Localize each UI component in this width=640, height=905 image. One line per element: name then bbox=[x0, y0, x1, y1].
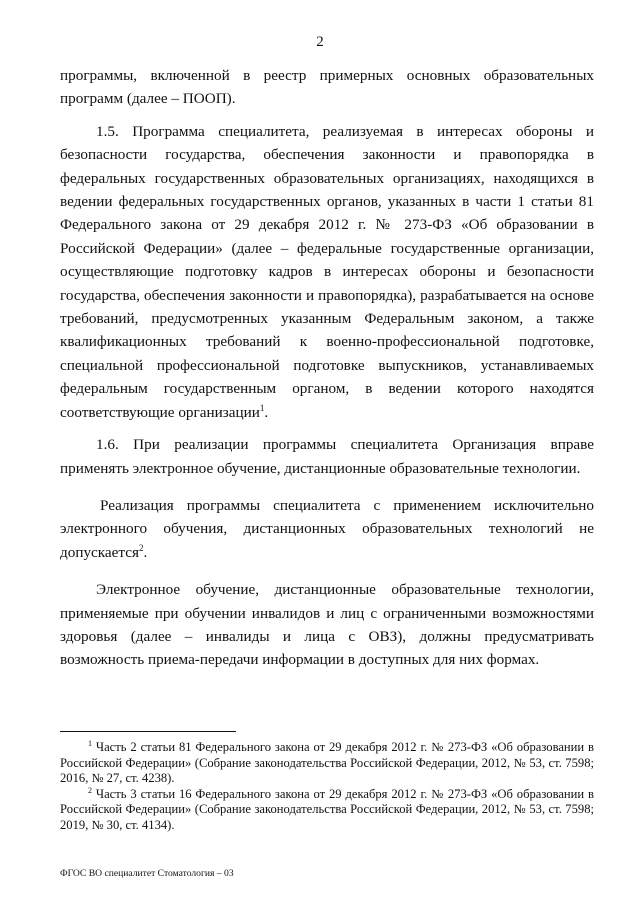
footnote-text-1: Часть 2 статьи 81 Федерального закона от 29 декабря 2012 г. № 273-ФЗ «Об образовании в Российской Федерации» (Собрание законодательства Российской Федерации, 2012, № 53, ст. 7598; 2016, № 27, ст. 4238). bbox=[60, 740, 594, 786]
paragraph-1-5-end: . bbox=[264, 403, 269, 421]
footnote-divider bbox=[60, 731, 236, 732]
paragraph-1-5-text: 1.5. Программа специалитета, реализуемая в интересах обороны и безопасности государства, обеспечения законности и правопорядка в федеральных государственных образовательных организациях, находящихся в ведении федеральных государственных органов, указанных в части 1 статьи 81 Федерального закона от 29 декабря 2012 г. № 273-ФЗ «Об образовании в Российской Федерации» (далее – федеральные государственные организации, осуществляющие подготовку кадров в интересах обороны и безопасности государства, обеспечения законности и правопорядка), разрабатывается на основе требований, предусмотренных указанным Федеральным законом, а также квалификационных требований к военно-профессиональной подготовке, специальной профессиональной подготовке выпускников, устанавливаемых федеральным государственным органом, в ведении которого находятся соответствующие организации bbox=[60, 122, 594, 421]
footnote-text-2: Часть 3 статьи 16 Федерального закона от 29 декабря 2012 г. № 273-ФЗ «Об образовании в Российской Федерации» (Собрание законодательства Российской Федерации, 2012, № 53, ст. 7598; 2019, № 30, ст. 4134). bbox=[60, 786, 594, 832]
footnote-marker-2: 2 bbox=[88, 785, 92, 795]
page-number: 2 bbox=[316, 34, 324, 50]
page-footer: ФГОС ВО специалитет Стоматология – 03 bbox=[60, 868, 234, 879]
footnote-2 bbox=[60, 787, 594, 834]
footnote-ref-2[interactable]: 2 bbox=[138, 542, 144, 553]
paragraph-1-5 bbox=[60, 120, 594, 424]
footnote-ref-1[interactable]: 1 bbox=[259, 402, 265, 413]
footnote-1 bbox=[60, 740, 594, 787]
paragraph-1-6: 1.6. При реализации программы специалитета Организация вправе применять электронное обучение, дистанционные образовательные технологии. bbox=[60, 436, 594, 477]
paragraph-exclusive-distance bbox=[60, 494, 594, 564]
footnote-marker-1: 1 bbox=[88, 738, 92, 748]
paragraph-poop: программы, включенной в реестр примерных основных образовательных программ (далее – ПООП). bbox=[60, 67, 594, 108]
document-body bbox=[60, 64, 594, 672]
paragraph-ovz: Электронное обучение, дистанционные образовательные технологии, применяемые при обучении инвалидов и лиц с ограниченными возможностями здоровья (далее – инвалиды и лица с ОВЗ), должны предусматривать возможность приема-передачи информации в доступных для них формах. bbox=[60, 581, 594, 669]
footnotes bbox=[60, 740, 594, 834]
paragraph-exclusive-distance-end: . bbox=[143, 543, 148, 561]
paragraph-exclusive-distance-text: Реализация программы специалитета с применением исключительно электронного обучения, дистанционных образовательных технологий не допускается bbox=[60, 496, 594, 561]
